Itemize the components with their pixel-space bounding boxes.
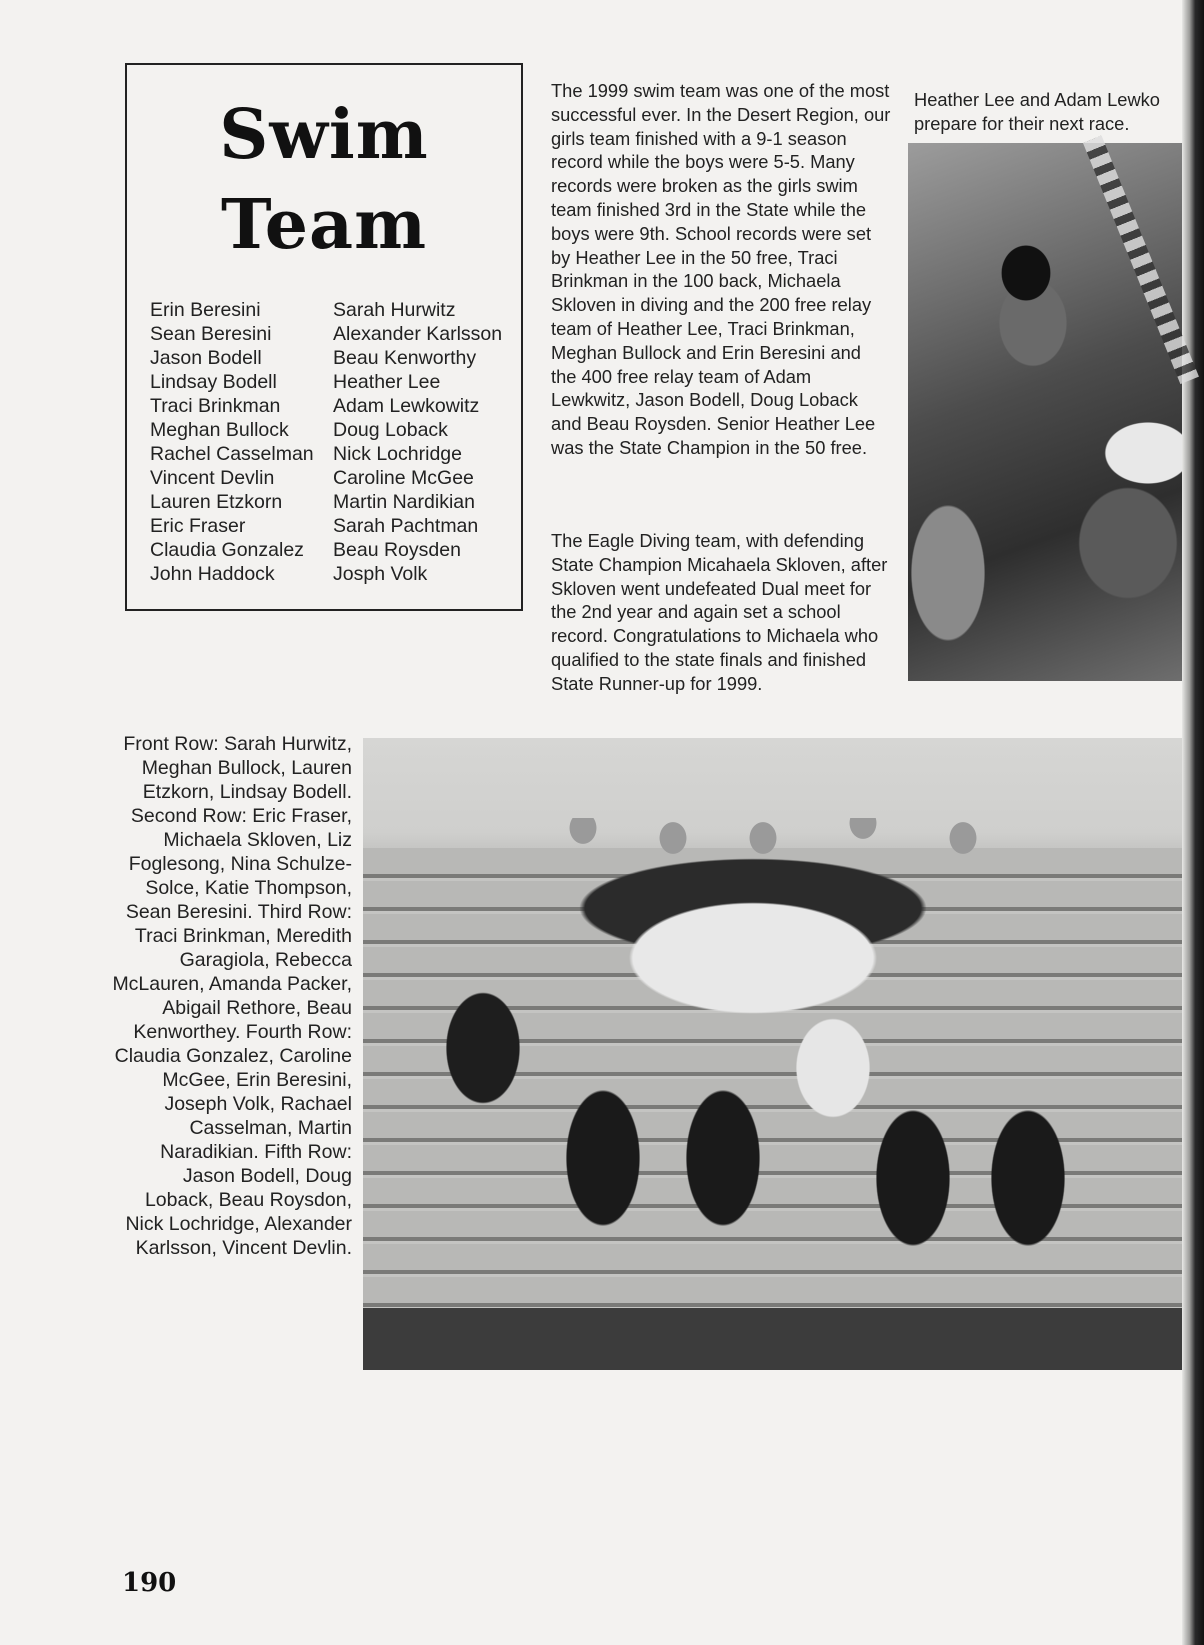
title-line-2: Team — [220, 185, 428, 265]
roster-name: Martin Nardikian — [333, 491, 475, 513]
roster-name: Claudia Gonzalez — [150, 539, 304, 561]
roster-column-2 — [333, 298, 502, 586]
roster-name: Adam Lewkowitz — [333, 395, 480, 417]
article-paragraph-1: The 1999 swim team was one of the most successful ever. In the Desert Region, our girls team finished with a 9-1 season record while the boys were 5-5. Many records were broken as the girls swim team finished 3rd in the State while the boys were 9th. School records were set by Heather Lee in the 50 free, Traci Brinkman in the 100 back, Michaela Skloven in diving and the 200 free relay team of Heather Lee, Traci Brinkman, Meghan Bullock and Erin Beresini and the 400 free relay team of Adam Lewkwitz, Jason Bodell, Doug Loback and Beau Roysden. Senior Heather Lee was the State Champion in the 50 free. — [551, 80, 891, 458]
roster-name: Jason Bodell — [150, 347, 262, 369]
roster-column-1 — [150, 298, 314, 586]
roster-name: Eric Fraser — [150, 515, 246, 537]
roster-name: Sean Beresini — [150, 323, 272, 345]
roster-name: Erin Beresini — [150, 299, 261, 321]
lane-rope — [1083, 136, 1199, 385]
team-group-photo — [363, 738, 1182, 1370]
pool-caption-line-1: Heather Lee and Adam Lewko — [914, 89, 1160, 110]
roster-name: Rachel Casselman — [150, 443, 314, 465]
roster-name: Doug Loback — [333, 419, 448, 441]
roster-name: Heather Lee — [333, 371, 441, 393]
roster-name: John Haddock — [150, 563, 275, 585]
roster-name: Sarah Pachtman — [333, 515, 479, 537]
pool-photo — [908, 143, 1182, 681]
team-members — [403, 818, 1103, 1358]
pool-photo-caption — [914, 88, 1184, 136]
roster-name: Lauren Etzkorn — [150, 491, 283, 513]
roster-name: Beau Roysden — [333, 539, 461, 561]
roster-name: Lindsay Bodell — [150, 371, 277, 393]
roster-name: Alexander Karlsson — [333, 323, 503, 345]
roster-name: Meghan Bullock — [150, 419, 289, 441]
title-roster-box — [125, 63, 523, 611]
roster-name: Traci Brinkman — [150, 395, 281, 417]
book-spine-shadow — [1182, 0, 1204, 1645]
roster-name: Nick Lochridge — [333, 443, 462, 465]
group-photo-caption: Front Row: Sarah Hurwitz, Meghan Bullock, Lauren Etzkorn, Lindsay Bodell. Second Row: Eric Fraser, Michaela Skloven, Liz Foglesong, Nina Schulze-Solce, Katie Thompson, Sean Beresini. Third Row: Traci Brinkman, Meredith Garagiola, Rebecca McLauren, Amanda Packer, Abigail Rethore, Beau Kenworthey. Fourth Row: Claudia Gonzalez, Caroline McGee, Erin Beresini, Joseph Volk, Rachael Casselman, Martin Naradikian. Fifth Row: Jason Bodell, Doug Loback, Beau Roysdon, Nick Lochridge, Alexander Karlsson, Vincent Devlin. — [112, 733, 352, 1259]
pool-caption-line-2: prepare for their next race. — [914, 112, 1130, 134]
floor — [363, 1308, 1182, 1370]
roster-name: Sarah Hurwitz — [333, 299, 456, 321]
roster-name: Caroline McGee — [333, 467, 474, 489]
roster-name: Vincent Devlin — [150, 467, 275, 489]
roster-name: Josph Volk — [333, 563, 428, 585]
roster-name: Beau Kenworthy — [333, 347, 477, 369]
article-paragraph-2: The Eagle Diving team, with defending State Champion Micahaela Skloven, after Skloven went undefeated Dual meet for the 2nd year and again set a school record. Congratulations to Michaela who qualified to the state finals and finished State Runner-up for 1999. — [551, 530, 888, 694]
title-line-1: Swim — [219, 95, 429, 175]
page-number: 190 — [122, 1568, 177, 1598]
